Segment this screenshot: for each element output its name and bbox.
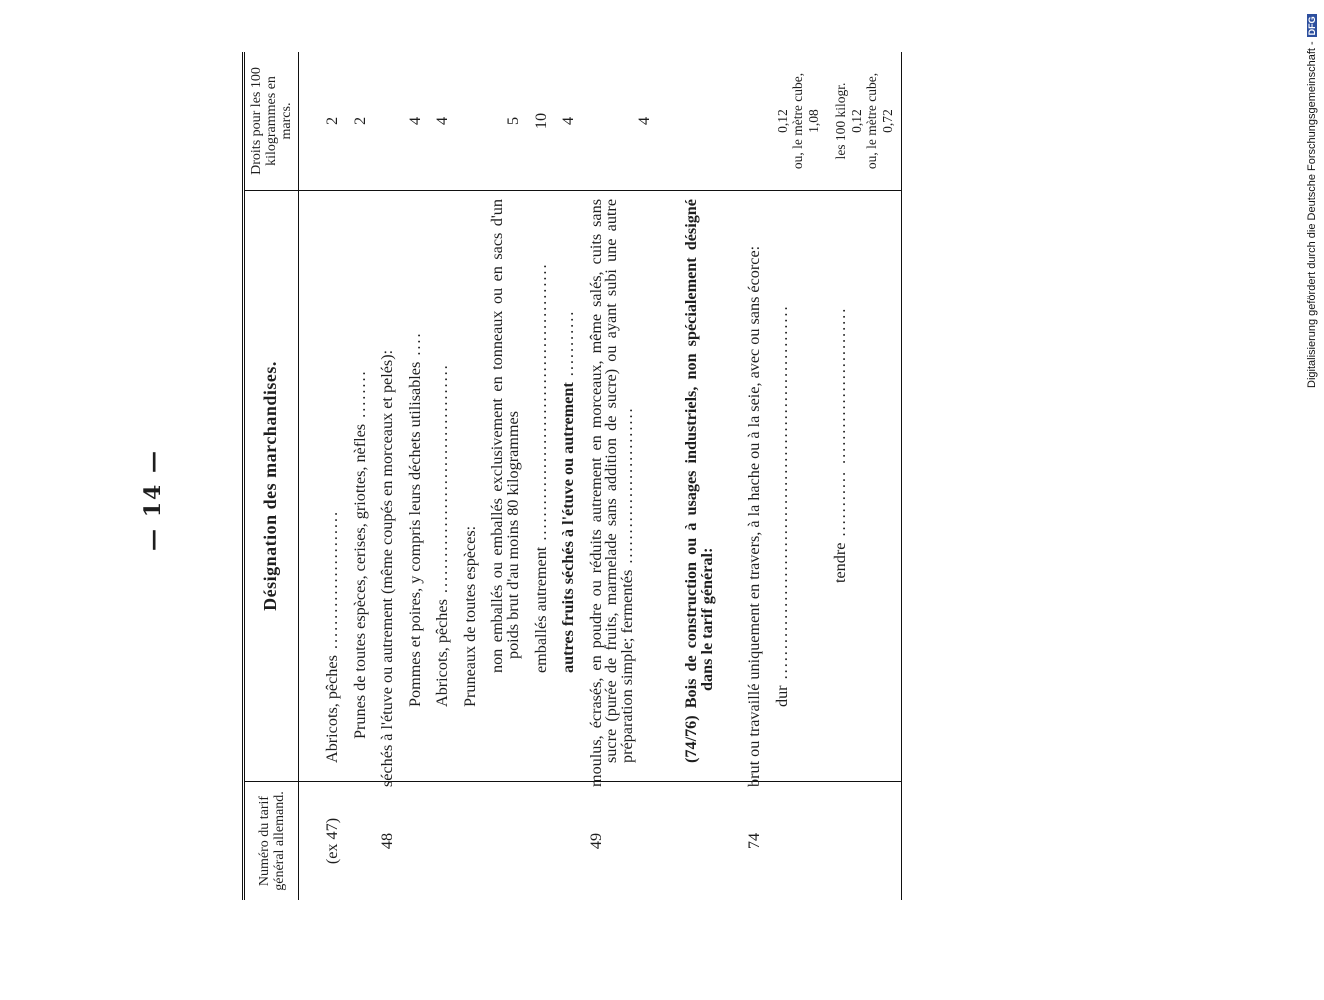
duty-value: 10 (531, 112, 550, 130)
table-row (678, 52, 721, 900)
duty-value: 0,12 ou, le mètre cube, 1,08 (774, 72, 821, 170)
goods-description: autres fruits séchés à l'étuve ou autrement ........... (555, 191, 583, 782)
goods-description: brut ou travaillé uniquement en travers, à la hache ou à la seie, avec ou sans écorce: (741, 191, 769, 782)
header-designation-label: Désignation des marchandises. (260, 361, 280, 611)
tariff-number: 49 (583, 782, 659, 901)
table-row (555, 52, 583, 900)
table-row (319, 52, 347, 900)
table-row (374, 52, 402, 900)
duty-value: 5 (504, 116, 522, 126)
goods-description: emballés autrement .............................................. (528, 191, 556, 782)
dfg-logo: DFG (1307, 16, 1317, 36)
header-designation-column (244, 191, 299, 782)
tariff-number: 48 (374, 782, 402, 901)
duty-value: les 100 kilogr. 0,12 ou, le mètre cube, 0,72 (827, 52, 902, 191)
table-header-row (244, 52, 299, 900)
goods-description: non emballés ou emballés exclusivement en tonneaux ou en sacs d'un poids brut d'au moins 80 kilogrammes (484, 191, 528, 782)
duty-value: 2 (323, 116, 341, 126)
tariff-number: (ex 47) (319, 782, 347, 901)
goods-description: Pommes et poires, y compris leurs déchets utilisables .... (402, 191, 430, 782)
goods-description: moulus, écrasés, en poudre ou réduits autrement en morceaux, même salés, cuits sans sucre (purée de fruits, marmelade sans addition de sucre) ou ayant subi une autre préparation simple; fermentés .......................... (583, 191, 659, 782)
table-row (347, 52, 375, 900)
table-row (457, 52, 485, 900)
credit-text: Digitalisierung gefördert durch die Deutsche Forschungsgemeinschaft - (1306, 41, 1318, 388)
duty-value: 4 (559, 116, 577, 126)
page-number: — 14 — (140, 449, 166, 551)
header-number-column: Numéro du tarif général allemand. (244, 782, 299, 901)
section-heading: (74/76) Bois de construction ou à usages industriels, non spécialement désigné dans le tarif général: (678, 191, 721, 782)
table-row (769, 52, 828, 900)
table-row (827, 52, 902, 900)
duty-value: 4 (405, 116, 424, 126)
duty-value: 4 (433, 116, 451, 126)
table-row (429, 52, 457, 900)
tariff-table (242, 52, 902, 900)
duty-value: 4 (634, 116, 653, 126)
table-row (484, 52, 528, 900)
goods-description: Abricots, pêches ...................................... (429, 191, 457, 782)
tariff-number: 74 (741, 782, 769, 901)
goods-description: Abricots, pêches ....................... (319, 191, 347, 782)
goods-description: Pruneaux de toutes espèces: (457, 191, 485, 782)
goods-description: dur .............................................................. (769, 191, 828, 782)
table-row (402, 52, 430, 900)
table-row (528, 52, 556, 900)
digitization-credit (1306, 14, 1318, 388)
duty-value: 2 (350, 116, 369, 126)
rotated-page (130, 67, 1130, 930)
goods-description: tendre ........... .......................... (827, 191, 902, 782)
goods-description: séchés à l'étuve ou autrement (même coupés en morceaux et pelés): (374, 191, 402, 782)
table-row (741, 52, 769, 900)
table-row (583, 52, 659, 900)
header-duty-column: Droits pour les 100 kilogrammes en marcs. (249, 67, 294, 175)
goods-description: Prunes de toutes espèces, cerises, griottes, nèfles ........ (347, 191, 375, 782)
